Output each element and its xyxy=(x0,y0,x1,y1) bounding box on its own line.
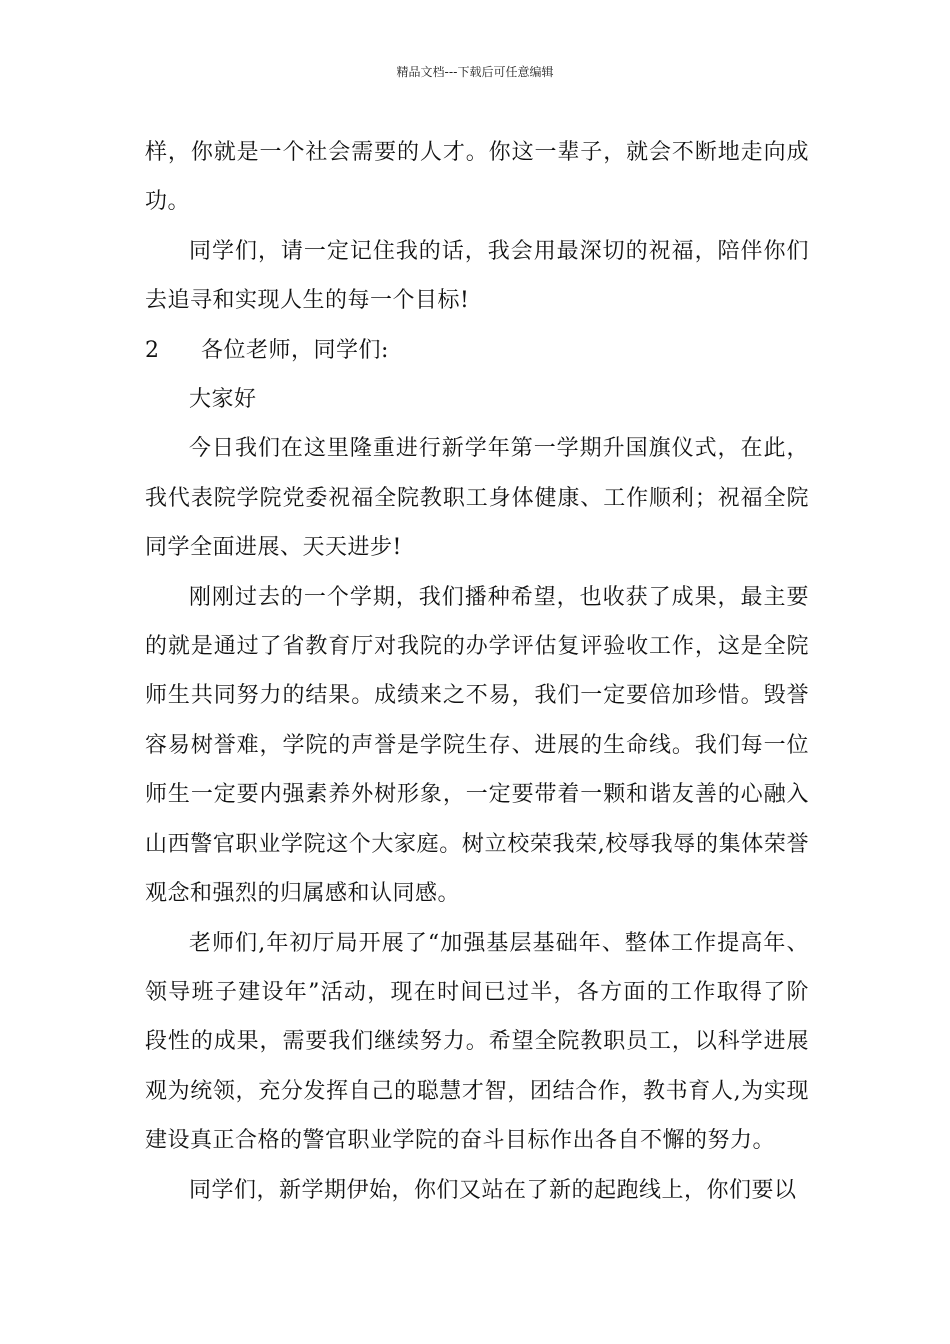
paragraph-closing-wish: 同学们，请一定记住我的话，我会用最深切的祝福，陪伴你们去追寻和实现人生的每一个目标! xyxy=(145,238,809,314)
page-header: 精品文档---下载后可任意编辑 xyxy=(396,65,554,79)
paragraph-ceremony: 今日我们在这里隆重进行新学年第一学期升国旗仪式，在此，我代表院学院党委祝福全院教职工身体健康、工作顺利；祝福全院同学全面进展、天天进步! xyxy=(145,436,809,561)
document-body xyxy=(145,128,809,1215)
paragraph-last-semester: 刚刚过去的一个学期，我们播种希望，也收获了成果，最主要的就是通过了省教育厅对我院的办学评估复评验收工作，这是全院师生共同努力的结果。成绩来之不易，我们一定要倍加珍惜。毁誉容易树誉难，学院的声誉是学院生存、进展的生命线。我们每一位师生一定要内强素养外树形象，一定要带着一颗和谐友善的心融入山西警官职业学院这个大家庭。树立校荣我荣,校辱我辱的集体荣誉观念和强烈的归属感和认同感。 xyxy=(145,584,809,907)
paragraph-students: 同学们，新学期伊始，你们又站在了新的起跑线上，你们要以 xyxy=(189,1177,797,1203)
paragraph-continuation: 样，你就是一个社会需要的人才。你这一辈子，就会不断地走向成功。 xyxy=(145,140,809,215)
item-number: 2 xyxy=(145,337,160,363)
paragraph-teachers: 老师们,年初厅局开展了“加强基层基础年、整体工作提高年、领导班子建设年”活动，现在时间已过半，各方面的工作取得了阶段性的成果，需要我们继续努力。希望全院教职员工，以科学进展观为统领，充分发挥自己的聪慧才智，团结合作，教书育人,为实现建设真正合格的警官职业学院的奋斗目标作出各自不懈的努力。 xyxy=(145,930,809,1154)
paragraph-greeting: 大家好 xyxy=(189,387,257,413)
numbered-item-2 xyxy=(145,326,809,375)
item-salutation: 各位老师，同学们: xyxy=(201,337,389,363)
